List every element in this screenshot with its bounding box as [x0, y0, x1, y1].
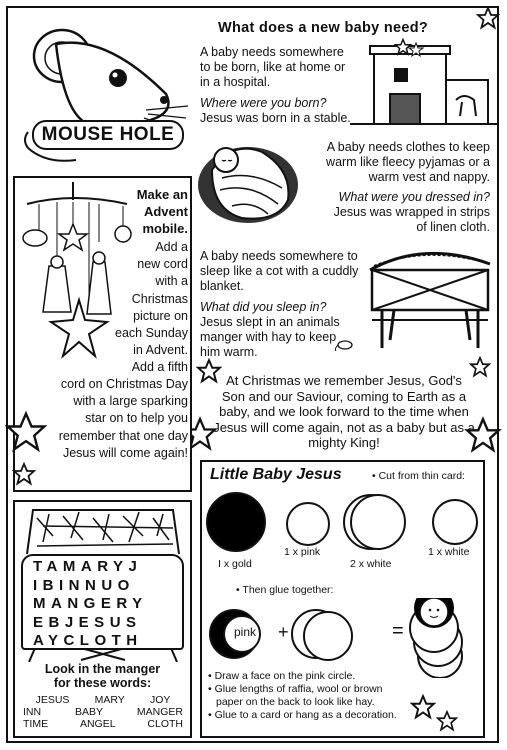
star-icon	[410, 694, 436, 720]
advent-instructions-top	[95, 239, 188, 377]
manger-legs	[21, 648, 184, 662]
gold-circle	[207, 493, 265, 551]
swaddled-baby-illustration	[192, 130, 304, 230]
clothes-text: A baby needs clothes to keep warm like fleecy pyjamas or a warm vest and nappy.	[326, 140, 490, 184]
stable-illustration	[350, 40, 498, 132]
craft-step: paper on the back to look like hay.	[216, 696, 375, 708]
sleep-text: A baby needs somewhere to sleep like a cot with a cuddly blanket.	[200, 249, 359, 293]
circle-label: 1 x pink	[284, 546, 321, 558]
word-item: BABY	[74, 706, 103, 718]
clothes-answer: Jesus was wrapped in strips of linen cloth.	[333, 205, 490, 234]
wordsearch-row: MANGERY	[33, 595, 148, 612]
mouse-illustration	[16, 14, 191, 174]
circle-label: 1 x white	[428, 546, 470, 558]
logo-badge	[32, 120, 184, 150]
white-circle	[433, 500, 477, 544]
wordsearch-row: TAMARYJ	[33, 558, 143, 575]
christmas-message: At Christmas we remember Jesus, God's Son and our Saviour, coming to Earth as a baby, and we look forward to the time when Jesus will come again, not as a baby but as a mighty King!	[213, 373, 475, 450]
wordsearch-row: IBINNUO	[33, 576, 135, 594]
manger-illustration	[364, 240, 496, 352]
star-icon	[464, 416, 502, 454]
star-icon	[436, 710, 458, 732]
craft-title: Little Baby Jesus	[210, 466, 342, 483]
word-item: TIME	[23, 718, 49, 730]
page-title: What does a new baby need?	[218, 20, 429, 36]
word-item: MANGER	[136, 706, 183, 718]
advent-line: star on to help you	[85, 411, 188, 426]
star-icon	[476, 6, 500, 30]
advent-line: picture on	[133, 308, 188, 323]
craft-step: • Draw a face on the pink circle.	[208, 670, 356, 682]
word-item: JESUS	[35, 694, 70, 706]
advent-heading-line: Advent	[143, 204, 188, 219]
sleep-answer: Jesus slept in an animals manger with hay to keep him warm.	[200, 315, 340, 359]
word-item: JOY	[149, 694, 171, 706]
pink-label: pink	[234, 625, 257, 639]
wordsearch-instructions	[15, 662, 190, 690]
word-item: CLOTH	[147, 718, 183, 730]
advent-line: in Advent.	[133, 343, 188, 358]
plus-sign: +	[278, 622, 289, 642]
advent-heading-line: Make an	[136, 187, 188, 202]
hay-illustration	[23, 506, 183, 556]
circle-label: 2 x white	[350, 558, 392, 570]
sleep-question: What did you sleep in?	[200, 300, 327, 314]
born-answer: Jesus was born in a stable.	[200, 111, 351, 125]
advent-line: with a large sparking	[73, 394, 188, 409]
advent-line: each Sunday	[115, 326, 188, 341]
word-item: MARY	[94, 694, 125, 706]
craft-step: • Glue lengths of raffia, wool or brown	[208, 683, 383, 695]
advent-line: Christmas	[131, 291, 188, 306]
advent-line: remember that one day	[58, 428, 188, 443]
advent-line: new cord	[137, 257, 188, 272]
wordsearch-instruction-line: Look in the manger	[44, 662, 161, 676]
white-circle	[351, 495, 405, 549]
word-item: ANGEL	[79, 718, 116, 730]
wordsearch-panel	[13, 500, 192, 738]
star-icon	[394, 38, 412, 56]
born-text: A baby needs somewhere to be born, like at home or in a hospital.	[200, 45, 346, 89]
born-question: Where were you born?	[200, 96, 327, 110]
wordsearch-instruction-line: for these words:	[53, 676, 152, 690]
craft-steps	[208, 670, 408, 722]
cut-instruction: • Cut from thin card:	[372, 470, 465, 482]
advent-line: Add a fifth	[131, 360, 188, 375]
circle-label: I x gold	[218, 558, 252, 570]
craft-step: • Glue to a card or hang as a decoration.	[208, 709, 397, 721]
advent-heading-line: mobile.	[142, 221, 188, 236]
logo-text: MOUSE HOLE	[41, 124, 175, 145]
advent-line: with a	[155, 274, 188, 289]
pink-circle	[287, 503, 329, 545]
wordsearch-grid	[21, 554, 184, 650]
advent-line: cord on Christmas Day	[60, 377, 188, 391]
star-icon	[12, 462, 36, 486]
advent-line: Jesus will come again!	[62, 445, 188, 460]
word-item: INN	[23, 706, 42, 718]
advent-heading	[120, 186, 188, 237]
wordsearch-row: AYCLOTH	[33, 632, 143, 649]
clothes-question: What were you dressed in?	[338, 190, 490, 204]
wordsearch-row: EBJESUS	[33, 613, 142, 631]
advent-line: Add a	[155, 240, 188, 254]
star-icon	[4, 410, 48, 454]
equals-sign: =	[392, 620, 404, 642]
mouse-icon	[334, 337, 356, 351]
craft-panel	[200, 460, 485, 738]
glue-instruction: • Then glue together:	[236, 584, 334, 596]
wordsearch-word-list	[23, 694, 183, 730]
